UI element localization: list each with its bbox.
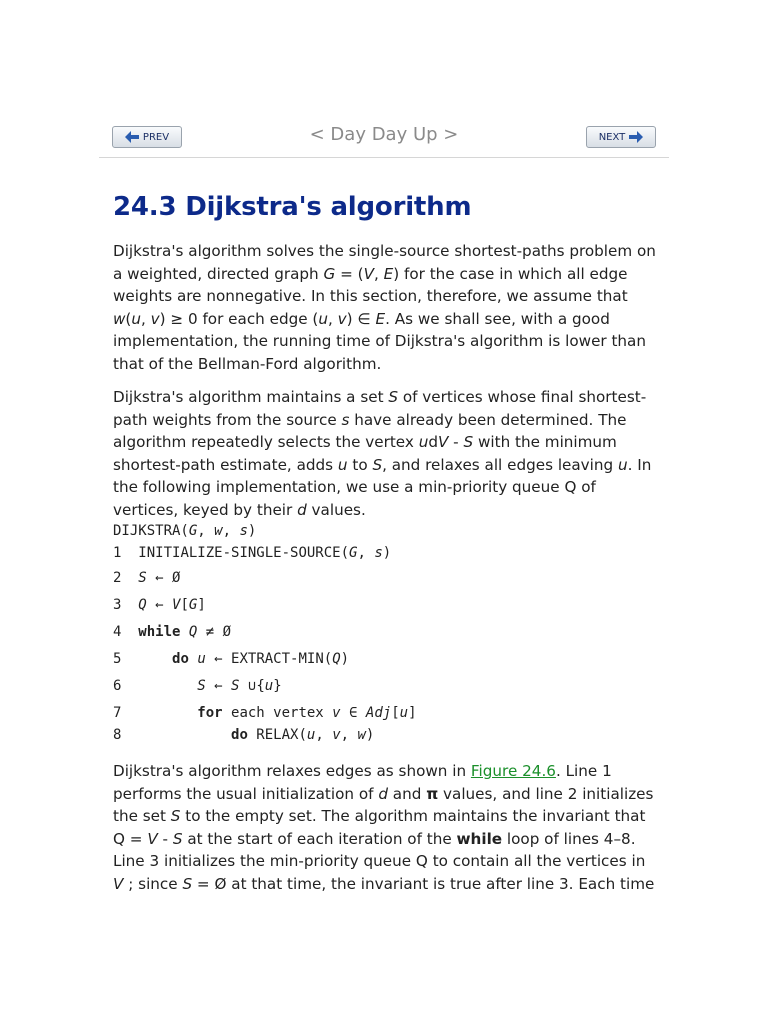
code-header: DIJKSTRA(G, w, s) [113, 523, 257, 539]
description-paragraph: Dijkstra's algorithm maintains a set S of vertices whose final shortest-path weights from the source s have already been determined. The algorithm repeatedly selects the vertex udV - S with the minimum shortest-path estimate, adds u to S, and relaxes all edges leaving u. In the following implementation, we use a min-priority queue Q of vertices, keyed by their d values. [113, 388, 652, 519]
arrow-right-icon [629, 131, 643, 143]
code-line-8: 8 do RELAX(u, v, w) [113, 727, 375, 743]
code-line-6: 6 S ← S ∪{u} [113, 678, 282, 694]
header-divider [99, 157, 669, 158]
code-line-3: 3 Q ← V[G] [113, 597, 206, 613]
code-line-7: 7 for each vertex v ∈ Adj[u] [113, 705, 417, 721]
explanation-paragraph: Dijkstra's algorithm relaxes edges as shown in Figure 24.6. Line 1 performs the usual initialization of d and π values, and line 2 initializes the set S to the empty set. The algorithm maintains the invariant that Q = V - S at the start of each iteration of the while loop of lines 4–8. Line 3 initializes the min-priority queue Q to contain all the vertices in V ; since S = Ø at that time, the invariant is true after line 3. Each time [113, 762, 655, 893]
next-label: NEXT [598, 131, 626, 143]
intro-paragraph: Dijkstra's algorithm solves the single-source shortest-paths problem on a weighted, directed graph G = (V, E) for the case in which all edge weights are nonnegative. In this section, therefore, we assume that w(u, v) ≥ 0 for each edge (u, v) ∈ E. As we shall see, with a good implementation, the running time of Dijkstra's algorithm is lower than that of the Bellman-Ford algorithm. [113, 242, 656, 373]
code-line-2: 2 S ← Ø [113, 570, 181, 586]
figure-link[interactable]: Figure 24.6 [470, 762, 556, 780]
code-line-5: 5 do u ← EXTRACT-MIN(Q) [113, 651, 350, 667]
book-title: < Day Day Up > [309, 124, 459, 145]
navigation-bar [100, 122, 668, 158]
section-heading: 24.3 Dijkstra's algorithm [113, 192, 472, 222]
prev-label: PREV [142, 131, 170, 143]
code-line-1: 1 INITIALIZE-SINGLE-SOURCE(G, s) [113, 545, 392, 561]
next-button[interactable] [586, 126, 656, 148]
code-line-4: 4 while Q ≠ Ø [113, 624, 232, 640]
